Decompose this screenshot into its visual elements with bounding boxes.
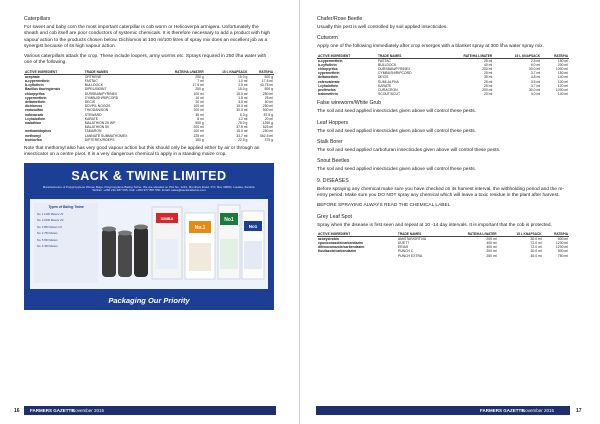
grey-leaf-table-cell: difenoconazole/carbendazim [318, 245, 365, 250]
cutworm-table-cell: 1000 ml [555, 88, 568, 93]
right-column [317, 16, 569, 262]
caterpillar-table-cell: DECIS [84, 100, 96, 104]
grey-leaf-table-cell: 500 ml [557, 249, 568, 254]
cutworm-table-cell: 25 ml [483, 79, 493, 84]
grey-leaf-table-cell: 250 ml [486, 253, 497, 258]
caterpillar-table-cell: 15.0 ml [236, 104, 248, 109]
cutworm-table-cell: cypermethrin [318, 71, 340, 76]
caterpillar-table-cell: 30.0 ml [236, 108, 248, 113]
caterpillar-table-cell: chlorpyrifos [25, 91, 45, 96]
cutworm-table-cell: DURSBAN/PYRINEX [377, 67, 411, 71]
caterpillar-table-cell: 37.5 ml [236, 125, 248, 130]
caterpillar-table-cell: DIPTEREX/ROEPS [84, 137, 115, 142]
caterpillar-table-header-cell: ACTIVE INGREDIENT [24, 70, 84, 75]
grey-leaf-table-cell: DUETT [397, 241, 410, 245]
right-footer-date: November 2015 [522, 407, 555, 413]
cutworm-table-cell: deltamethrin [318, 75, 339, 80]
cutworm-chemical-table [317, 54, 569, 97]
caterpillar-table-cell: 562.5 ml [259, 133, 273, 138]
caterpillar-table-cell: 100 ml [193, 104, 204, 109]
twine-spools [102, 224, 148, 277]
grey-leaf-table-cell: 200 ml [486, 249, 497, 254]
caterpillar-table-cell: 7 ml [197, 78, 204, 83]
cutworm-table-header-cell: 15 L KNAPSACK [493, 54, 541, 59]
cutworm-table-cell: esfenvalerate [318, 79, 340, 84]
cutworm-table-cell: 3.7 ml [530, 83, 541, 88]
twine-type-item: No. 6 450 Meters [37, 245, 58, 249]
grey-leaf-table-cell: 72.0 ml [530, 245, 542, 250]
caterpillar-table-cell: 200 ml [193, 125, 204, 130]
left-footer [0, 406, 300, 415]
sack-label-simba: SIMBA [160, 215, 174, 221]
right-page [300, 0, 600, 424]
caterpillar-table-cell: 250 g [195, 87, 204, 92]
caterpillar-table-cell: 8 ml [197, 116, 204, 121]
grey-leaf-table-cell: 500 ml [557, 236, 568, 241]
cutworm-table-cell: 140 ml [557, 92, 568, 97]
caterpillar-table-cell: deltamethrin [25, 100, 46, 104]
caterpillar-table-cell: 20 ml [195, 100, 204, 104]
cutworm-table-cell: CYMBUSH/RIPCORD [377, 71, 412, 76]
caterpillars-paragraph-1: For sweet and baby corn the most important caterpillar is cob worm or Helicoverpa armigera. Unfortunately the sheath and cob itself are poor conductors of systemic chemicals. It is therefore necessary to add a product with high vapour action to the products chosen below. Dichlorvos at 100 ml/100 litres of spray mix does an excellent job as a synergist because of its high vapour action. [24, 25, 271, 49]
cutworm-text: Apply one of the following immediately after crop emerges with a blanket spray at 300 l/ha water spray mix. [317, 44, 544, 50]
grey-leaf-table-header-cell: RATE/HA L/WATER [447, 232, 498, 237]
right-footer [300, 406, 600, 415]
cutworm-table-cell: 35 ml [483, 75, 493, 80]
grey-leaf-table-cell: PUNCH EXTRA [397, 253, 423, 258]
cutworm-table-cell: 25 ml [483, 71, 493, 76]
cutworm-table-cell: 3.7 ml [530, 71, 541, 76]
pest-section-heading: Stalk Borer [317, 139, 343, 146]
caterpillar-table-header-cell: RATE/HA [248, 70, 274, 75]
pest-section-text: The soil and seed applied insecticides given above will control these pests. [317, 128, 476, 134]
caterpillar-table-cell: 35 ml [195, 112, 204, 117]
caterpillar-table-cell: 250 ml [262, 91, 273, 96]
cutworm-heading: Cutworm [317, 35, 338, 42]
grey-leaf-table-header-cell: TRADE NAMES [397, 232, 447, 237]
caterpillar-table-cell: FASTAC [84, 78, 98, 83]
pest-section-text: The soil and seed applied carbofuran insecticides given above will control these pests. [317, 148, 501, 154]
cutworm-table-cell: DECIS [377, 75, 389, 80]
cutworm-table-cell: b-cyfluthrin [318, 62, 337, 67]
caterpillar-table-cell: 15.0 ml [236, 129, 248, 134]
caterpillar-table-cell: 250 g [195, 74, 204, 79]
cutworm-table-cell: 3.5 ml [530, 79, 541, 84]
pest-section-heading: False wireworm/White Grub [317, 100, 381, 107]
grey-leaf-table-cell: 750 ml [557, 253, 568, 258]
caterpillar-table-cell: dichlorvos [25, 104, 43, 109]
grey-leaf-table-cell: 400 ml [486, 245, 497, 250]
cutworm-table-row [317, 92, 569, 96]
cutworm-table-cell: 1000 ml [555, 67, 568, 71]
grey-leaf-table-cell: flusilazole/carbendazim [318, 249, 357, 254]
cutworm-table-header-cell: ACTIVE INGREDIENT [317, 54, 377, 59]
caterpillar-table-cell: methomyl [25, 133, 42, 138]
cutworm-table-cell: 4.0 ml [530, 92, 541, 97]
cutworm-table-header-cell: TRADE NAMES [377, 54, 439, 59]
caterpillar-table-cell: a-cypermethrin [25, 78, 50, 83]
grey-leaf-table-cell: 45.0 ml [530, 253, 542, 258]
caterpillar-table-cell: cypermethrin [25, 95, 47, 100]
cutworm-table-cell: 30.0 ml [528, 88, 541, 93]
caterpillar-table-cell: 625 ml [262, 125, 273, 130]
cutworm-table-cell: BULLDOCK [377, 62, 397, 67]
caterpillar-table-cell: TAMARON [84, 129, 102, 134]
caterpillar-table-cell: 150 g [195, 137, 204, 142]
caterpillars-paragraph-2: Various caterpillars attack the crop. These include loopers, army worms etc. Sprays required in 250 l/ha water with one of the following. [24, 54, 267, 66]
caterpillar-table-cell: 500 ml [262, 108, 273, 113]
pest-section-text: The soil and seed applied insecticides given above will control these pests. [317, 167, 476, 173]
cutworm-table-cell: 25 ml [483, 58, 493, 63]
caterpillar-table-cell: 15.0 g [237, 87, 248, 92]
cutworm-table-cell: 200 ml [482, 88, 493, 93]
caterpillar-chemical-table [24, 70, 274, 142]
cutworm-table-header-cell: RATE/HA L/WATER [439, 54, 493, 59]
twine-types-box [34, 203, 98, 283]
caterpillar-table-header-cell: RATE/HA L/WATER [155, 70, 204, 75]
caterpillar-table-header-cell: 15 L KNAPSACK [205, 70, 249, 75]
pest-section-heading: Leaf Hoppers [317, 119, 349, 126]
caterpillar-table-cell: 200 ml [193, 108, 204, 113]
advert-title: SACK & TWINE LIMITED [71, 168, 227, 183]
cutworm-table-cell: 25 ml [483, 83, 493, 88]
caterpillar-table-cell: 22.5 g [237, 137, 248, 142]
cutworm-table-cell: 140 ml [557, 75, 568, 80]
grey-leaf-table-cell [317, 254, 397, 258]
left-footer-date: November 2015 [72, 407, 105, 413]
caterpillar-table-cell: 87.5 g [263, 112, 273, 117]
cutworm-table-cell: SUMI-ALPHA [377, 79, 399, 84]
caterpillar-table-cell: MALATHION 50 [84, 125, 109, 130]
caterpillar-table-cell: ORTHENE [84, 74, 102, 79]
grey-leaf-table-cell: 400 ml [486, 241, 497, 245]
twine-types-title: Types of Baling Twine [48, 204, 84, 209]
caterpillar-table-cell: trichlorfon [25, 137, 42, 142]
grey-leaf-table-header-cell: RATE/HA [543, 232, 569, 237]
cutworm-table-cell: 120 ml [557, 83, 568, 88]
grey-leaf-table-cell: epoxiconazole/carbendazim [318, 241, 364, 245]
caterpillar-table-cell: 2.5 ml [238, 83, 248, 88]
grey-leaf-table-cell: ERIAS [397, 245, 409, 250]
caterpillar-table-cell: 3.0 ml [238, 100, 248, 104]
cutworm-table-cell: chlorpyrifos [318, 67, 338, 71]
caterpillar-table-cell: indoxacarb [25, 112, 44, 117]
caterpillar-table-cell: DURSBAN/PYRINEX [84, 91, 118, 96]
left-column [24, 16, 274, 310]
cutworm-table-cell: 150 ml [557, 58, 568, 63]
caterpillar-table-cell: MALATHION 25 WP [84, 121, 116, 126]
grey-leaf-table-header-cell: ACTIVE INGREDIENT [317, 232, 397, 237]
cutworm-table-cell: profenofos [318, 88, 336, 93]
twine-type-item: No. 5 650 Meters [37, 238, 58, 242]
caterpillars-heading: Caterpillars [24, 16, 51, 22]
chafer-heading: Chafer/Rose Beetle [317, 16, 363, 22]
caterpillar-table-cell: 5.3 g [239, 112, 248, 117]
caterpillar-table-cell: 17.5 ml [192, 83, 204, 88]
caterpillar-table-cell: CYMBUSH/RIPCORD [84, 95, 119, 100]
caterpillar-table-cell: methamidophos [25, 129, 52, 134]
grey-leaf-table-cell: 1200 ml [555, 245, 568, 250]
grey-leaf-table-cell: PUNCH C [397, 249, 414, 254]
caterpillar-table-cell: DDVP/L NOGOS [84, 104, 111, 109]
caterpillar-table-cell: 375 g [264, 137, 273, 142]
chafer-text: Usually this pest is well controlled by soil applied insecticides. [317, 25, 448, 30]
caterpillar-table-cell: 250 ml [262, 129, 273, 134]
grey-leaf-table-cell: 30.0 ml [530, 236, 542, 241]
caterpillar-table-cell: 10 ml [195, 95, 204, 100]
caterpillar-table-cell: 500 g [264, 74, 273, 79]
cutworm-table-cell: 20 ml [483, 92, 493, 97]
caterpillar-table-cell: DIPEL/BIOBIT [84, 87, 107, 92]
caterpillar-table-cell: l-cyhalothrin [25, 116, 46, 121]
pest-section-text: The soil and seed applied insecticides given above will control these pests. [317, 109, 476, 115]
methomyl-note: Note that methomyl also has very good vapour action but this should only be applied either by air or through an insecticator on a centre pivot. It is a very dangerous chemical to apply in a standing maize crop. [24, 146, 260, 158]
diseases-text: Before spraying any chemical make sure you have checked on its harvest interval, the withholding period and the re-entry period. Make sure you DO NOT spray any chemical which will leave a toxic residue in the plant after harvest. [317, 186, 565, 198]
caterpillar-table-cell: 17.5 ml [261, 78, 273, 83]
caterpillar-table-cell: 100 ml [193, 129, 204, 134]
caterpillar-table-cell: 500 g [195, 121, 204, 126]
right-footer-title: FARMERS GAZETTE [480, 407, 525, 413]
twine-type-item: No. 2 1000 Meters UV [37, 219, 64, 223]
caterpillar-table-cell: 15.0 ml [236, 91, 248, 96]
caterpillar-table-cell: BULLDOCK [84, 83, 103, 88]
sack-label-no1-b: No1 [224, 216, 234, 223]
cutworm-table-cell: l-cyhalothrin [318, 83, 339, 88]
caterpillar-table-cell: 50 ml [264, 100, 273, 104]
grey-leaf-text: Spray when the disease is first seen and repeat at 10 -14 day intervals. It is important that the cob is protected. [317, 222, 552, 228]
cutworm-table-cell: tralomethrin [318, 92, 338, 97]
cutworm-table-cell: 100 ml [557, 79, 568, 84]
sack-label-no1-a: No.1 [194, 224, 206, 231]
caterpillar-table-cell: 1.5 ml [238, 95, 248, 100]
cutworm-table-cell: 200 ml [557, 62, 568, 67]
caterpillar-table-cell: 1250 g [262, 121, 273, 126]
cutworm-table-cell: 6.0 ml [530, 62, 541, 67]
grey-leaf-table-cell: azoxystrobin [318, 236, 339, 241]
cutworm-table-cell: SCOUT/SCUT [377, 92, 401, 97]
caterpillar-table-cell: STEWARD [84, 112, 102, 117]
cutworm-table-cell: 4.8 ml [530, 75, 541, 80]
advert-subtitle: Manufacturers of Polypropylene Woven Bags, Polypropylene Baling Twine. We are situated on Plot No. 1210, Mumbwa Road, P.O. Box 33800, Lusaka, Zambia. Tel/Fax: +260 211 287 005, Cell: +260 977 887 550. Email: sales@sackandtwine.com [42, 184, 256, 193]
caterpillar-table-cell: THIODAN/SON [84, 108, 109, 113]
twine-type-item: No. 1 1100 Meters UV [37, 212, 64, 216]
caterpillar-table-cell: 15.0 g [237, 74, 248, 79]
caterpillar-table-row [24, 138, 274, 142]
cutworm-table-cell: 2.5 ml [530, 58, 541, 63]
caterpillar-table-cell: b-cyfluthrin [25, 83, 44, 88]
grey-leaf-table-cell: 72.0 ml [530, 241, 542, 245]
caterpillar-table-cell: 33.7 ml [236, 133, 248, 138]
advert-tagline: Packaging Our Priority [108, 295, 190, 305]
grey-leaf-heading: Grey Leaf Spot [317, 213, 352, 220]
caterpillar-table-cell: malathion [25, 121, 42, 126]
left-page-number: 16 [14, 407, 20, 414]
caterpillar-table-cell: endosulfan [25, 108, 44, 113]
grey-leaf-table-header-cell: 15 L KNAPSACK [498, 232, 543, 237]
sacks [152, 205, 264, 279]
caterpillar-table-cell: 1.2 ml [238, 116, 248, 121]
grey-leaf-table-cell: 1200 ml [555, 241, 568, 245]
grey-leaf-chemical-table [317, 232, 569, 258]
right-page-number: 17 [576, 407, 582, 414]
sack-label-no1-c: No1 [248, 223, 258, 229]
cutworm-table-cell: 40 ml [483, 62, 493, 67]
caterpillar-table-cell: acephate [25, 74, 40, 79]
pest-section-heading: Snout Beetles [317, 158, 350, 165]
twine-type-item: No. 4 750 Meters [37, 232, 58, 236]
cutworm-table-cell: 30.0 ml [528, 67, 541, 71]
caterpillar-table-cell: 100 ml [193, 91, 204, 96]
read-label-warning: BEFORE SPRAYING ALWAYS READ THE CHEMICAL LABEL [317, 203, 451, 209]
caterpillar-table-cell: 500 g [264, 87, 273, 92]
left-footer-title: FARMERS GAZETTE [30, 407, 75, 413]
cutworm-table-header-cell: RATE/HA [541, 54, 569, 59]
caterpillar-table-cell: KARATE [84, 116, 99, 121]
caterpillar-table-cell: 250 ml [262, 104, 273, 109]
caterpillar-table-cell: Bacillus thuringiensis [25, 87, 61, 92]
twine-type-item: No. 3 850 Meters UV [37, 225, 63, 229]
grey-leaf-table-cell: 200 ml [486, 236, 497, 241]
cutworm-table-cell: a-cypermethrin [318, 58, 343, 63]
caterpillar-table-cell: 225 ml [193, 133, 204, 138]
diseases-heading: 9. DISEASES [317, 177, 349, 184]
cutworm-table-cell: CURACRON [377, 88, 398, 93]
caterpillar-table-cell: 25 ml [264, 95, 273, 100]
caterpillar-table-cell: 75.0 g [237, 121, 248, 126]
cutworm-table-cell: KARATE [377, 83, 392, 88]
grey-leaf-table-cell: 30.0 ml [530, 249, 542, 254]
caterpillar-table-cell: 20 ml [264, 116, 273, 121]
caterpillar-table-header-cell: TRADE NAMES [84, 70, 156, 75]
cutworm-table-cell: 150 ml [557, 71, 568, 76]
grey-leaf-table-row [317, 254, 569, 258]
cutworm-table-cell: FASTAC [377, 58, 391, 63]
caterpillar-table-cell: 43.75 ml [259, 83, 273, 88]
cutworm-table-cell: 200 ml [482, 67, 493, 71]
caterpillar-table-cell: 1.0 ml [238, 78, 248, 83]
grey-leaf-table-cell: AMISTAR/ORTIVA [397, 236, 426, 241]
caterpillar-table-cell: LANNATE SUBMATHOMEX [84, 133, 128, 138]
sack-twine-advert [24, 163, 274, 310]
